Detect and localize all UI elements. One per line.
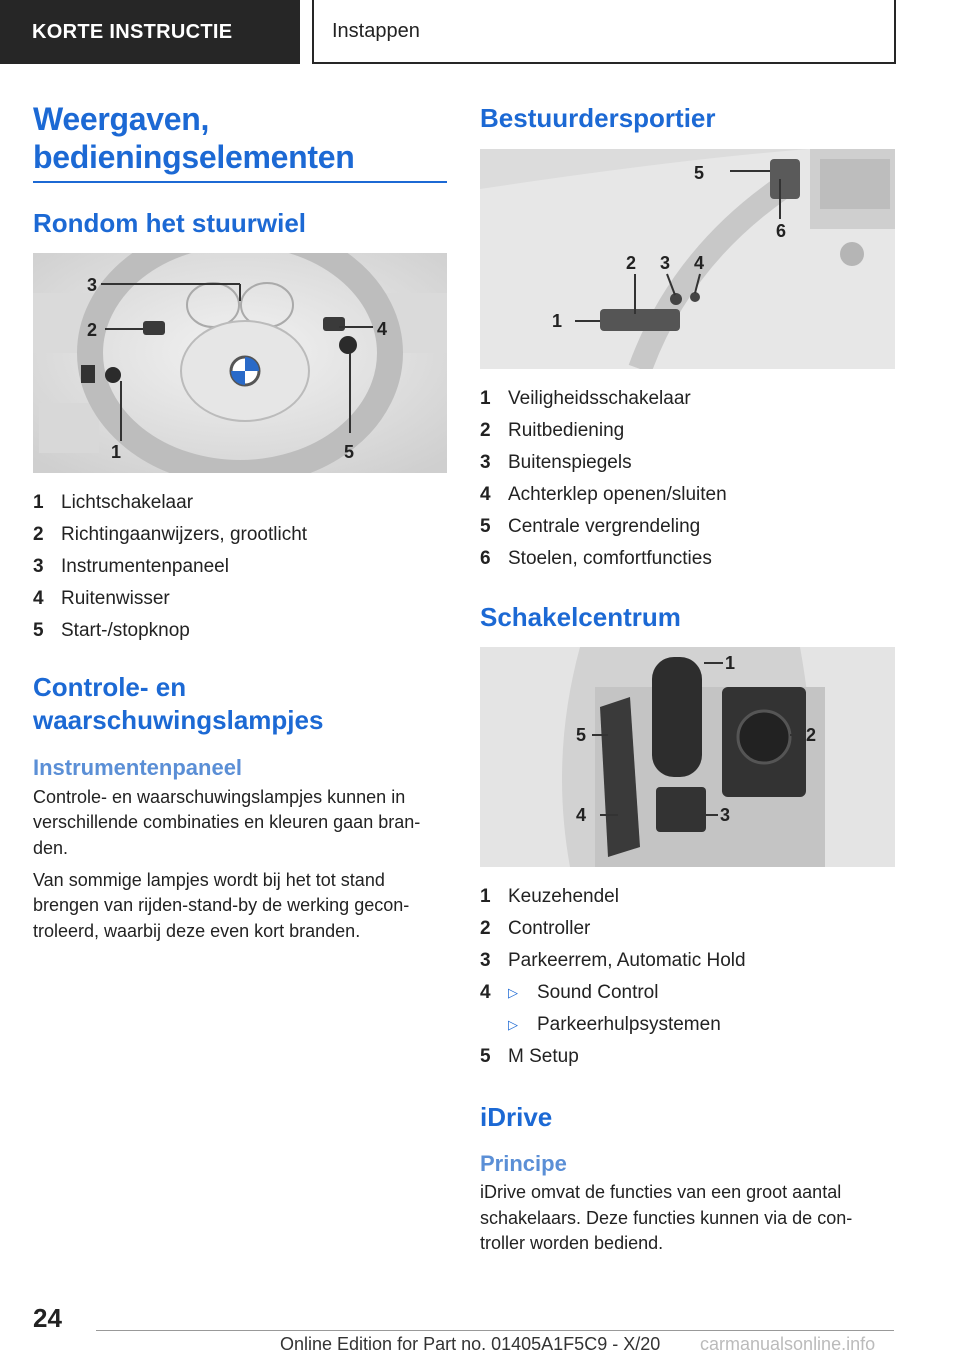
list-item: 1 Keuzehendel — [480, 886, 619, 907]
list-item: 2 Ruitbediening — [480, 419, 625, 441]
left-column — [33, 100, 447, 944]
page-title: Weergaven, bedieningselementen — [33, 100, 447, 183]
door-callout-6: 6 — [776, 220, 787, 241]
chapter-tab — [312, 0, 896, 64]
steering-callout-3: 3 — [87, 275, 98, 296]
right-column — [480, 100, 895, 1257]
center-console-image — [480, 647, 895, 867]
center-callout-5: 5 — [576, 725, 587, 745]
idrive-heading: iDrive — [480, 1102, 553, 1132]
steering-wheel-image — [33, 253, 447, 473]
steering-legend — [33, 487, 447, 647]
door-callout-4: 4 — [694, 252, 705, 273]
list-item: 5 Start-/stopknop — [33, 620, 190, 642]
list-item: ▷ Parkeerhulpsystemen — [480, 1009, 895, 1041]
list-item: 5 M Setup — [480, 1046, 579, 1067]
door-heading: Bestuurdersportier — [480, 103, 716, 133]
steering-heading: Rondom het stuurwiel — [33, 207, 306, 238]
list-item: 5 Centrale vergrendeling — [480, 515, 701, 537]
center-legend — [480, 881, 895, 1073]
center-callout-3: 3 — [720, 805, 731, 825]
lamps-paragraph-1: Controle- en waarschuwingslampjes kunnen in verschillende combinaties en kleuren gaan bran-den. — [33, 786, 421, 858]
driver-door-image — [480, 149, 895, 369]
chapter-label: Instappen — [332, 19, 420, 42]
list-item: 6 Stoelen, comfortfuncties — [480, 547, 712, 569]
center-callout-1: 1 — [725, 653, 736, 673]
section-tab — [0, 0, 300, 64]
list-item: 4 Achterklep openen/sluiten — [480, 483, 727, 505]
door-callout-5: 5 — [694, 162, 705, 183]
list-item: 3 Instrumentenpaneel — [33, 556, 229, 578]
footer-divider — [96, 1330, 894, 1331]
center-callout-4: 4 — [576, 805, 587, 825]
lamps-heading: Controle- en waarschuwingslampjes — [33, 672, 324, 735]
principle-paragraph: iDrive omvat de functies van een groot aantal schakelaars. Deze functies kunnen via de con-troller worden bediend. — [480, 1182, 853, 1254]
page-number: 24 — [33, 1303, 62, 1333]
list-item: 4 ▷ Sound Control — [480, 977, 895, 1009]
steering-callout-5: 5 — [344, 442, 355, 463]
list-item: 3 Buitenspiegels — [480, 451, 632, 473]
center-callout-2: 2 — [806, 725, 817, 745]
door-callout-1: 1 — [552, 310, 563, 331]
watermark: carmanualsonline.info — [700, 1334, 876, 1354]
steering-callout-2: 2 — [87, 320, 98, 341]
steering-callout-1: 1 — [111, 442, 122, 463]
steering-callout-4: 4 — [377, 319, 388, 340]
list-item: 3 Parkeerrem, Automatic Hold — [480, 950, 746, 971]
center-heading: Schakelcentrum — [480, 601, 681, 632]
list-item: 2 Controller — [480, 918, 591, 939]
list-item: 2 Richtingaanwijzers, grootlicht — [33, 524, 308, 546]
triangle-bullet-icon: ▷ — [508, 985, 518, 1000]
list-item: 4 Ruitenwisser — [33, 588, 170, 610]
list-item: 1 Veiligheidsschakelaar — [480, 387, 691, 409]
door-legend — [480, 383, 895, 575]
section-label: KORTE INSTRUCTIE — [32, 20, 233, 43]
list-item: 1 Lichtschakelaar — [33, 492, 194, 514]
lamps-paragraph-2: Van sommige lampjes wordt bij het tot stand brengen van rijden-stand-by de werking gecon-troleerd, waarbij deze even kort branden. — [33, 869, 410, 941]
panel-subheading: Instrumentenpaneel — [33, 755, 243, 781]
principle-subheading: Principe — [480, 1150, 567, 1176]
footer-edition: Online Edition for Part no. 01405A1F5C9 - X/20 — [280, 1334, 661, 1354]
door-callout-2: 2 — [626, 252, 637, 273]
triangle-bullet-icon: ▷ — [508, 1017, 518, 1032]
door-callout-3: 3 — [660, 252, 671, 273]
